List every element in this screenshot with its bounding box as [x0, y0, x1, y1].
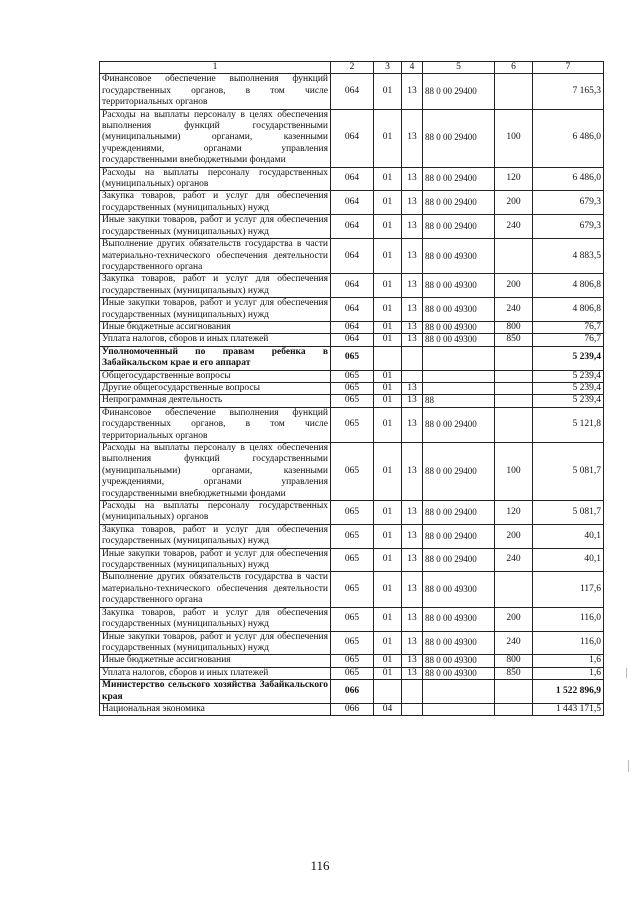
cell-amount: 5 121,8 [533, 407, 604, 442]
cell-expense-type: 240 [495, 548, 533, 572]
cell-amount: 4 806,8 [533, 298, 604, 322]
cell-subsection: 13 [402, 395, 423, 407]
cell-subsection [402, 703, 423, 715]
cell-amount: 6 486,0 [533, 109, 604, 167]
table-row [100, 109, 604, 167]
cell-expense-type: 200 [495, 524, 533, 548]
cell-section: 01 [374, 443, 402, 501]
cell-amount: 116,0 [533, 607, 604, 631]
cell-target-article: 88 0 00 49300 [423, 607, 495, 631]
cell-grbs: 065 [331, 655, 374, 667]
cell-section: 01 [374, 109, 402, 167]
cell-subsection: 13 [402, 407, 423, 442]
cell-grbs: 064 [331, 298, 374, 322]
cell-subsection: 13 [402, 382, 423, 394]
cell-target-article: 88 0 00 49300 [423, 321, 495, 333]
table-row [100, 680, 604, 704]
cell-grbs: 064 [331, 167, 374, 191]
cell-target-article [423, 382, 495, 394]
cell-expense-type: 200 [495, 274, 533, 298]
cell-name: Общегосударственные вопросы [100, 370, 331, 382]
cell-subsection: 13 [402, 167, 423, 191]
cell-name: Иные закупки товаров, работ и услуг для обеспечения государственных (муниципальных) нужд [100, 631, 331, 655]
cell-expense-type: 120 [495, 167, 533, 191]
cell-target-article: 88 0 00 29400 [423, 167, 495, 191]
cell-subsection: 13 [402, 524, 423, 548]
header-col-7: 7 [533, 62, 604, 74]
cell-amount: 116,0 [533, 631, 604, 655]
cell-section: 01 [374, 667, 402, 679]
cell-section [374, 346, 402, 370]
table-row [100, 346, 604, 370]
cell-section: 01 [374, 370, 402, 382]
cell-grbs: 065 [331, 346, 374, 370]
cell-name: Иные бюджетные ассигнования [100, 655, 331, 667]
cell-name: Выполнение других обязательств государства в части материально-технического обеспечения деятельности государственного органа [100, 239, 331, 274]
cell-grbs: 065 [331, 382, 374, 394]
cell-section: 01 [374, 239, 402, 274]
table-header-row [100, 62, 604, 74]
table-row [100, 524, 604, 548]
scan-edge-mark [628, 760, 629, 772]
cell-grbs: 064 [331, 321, 374, 333]
cell-target-article: 88 0 00 49300 [423, 274, 495, 298]
cell-target-article: 88 0 00 29400 [423, 548, 495, 572]
cell-grbs: 065 [331, 443, 374, 501]
cell-expense-type: 100 [495, 109, 533, 167]
cell-expense-type: 200 [495, 607, 533, 631]
cell-section: 01 [374, 167, 402, 191]
cell-name: Закупка товаров, работ и услуг для обеспечения государственных (муниципальных) нужд [100, 607, 331, 631]
cell-expense-type: 240 [495, 215, 533, 239]
cell-target-article: 88 0 00 49300 [423, 655, 495, 667]
table-row [100, 334, 604, 346]
table-row [100, 395, 604, 407]
cell-amount: 76,7 [533, 321, 604, 333]
cell-subsection: 13 [402, 572, 423, 607]
table-row [100, 370, 604, 382]
cell-subsection: 13 [402, 607, 423, 631]
cell-target-article: 88 0 00 49300 [423, 667, 495, 679]
header-col-5: 5 [423, 62, 495, 74]
cell-name: Непрограммная деятельность [100, 395, 331, 407]
cell-name: Иные закупки товаров, работ и услуг для обеспечения государственных (муниципальных) нужд [100, 298, 331, 322]
table-row [100, 239, 604, 274]
cell-target-article [423, 370, 495, 382]
cell-section: 01 [374, 215, 402, 239]
cell-expense-type: 200 [495, 191, 533, 215]
cell-target-article: 88 [423, 395, 495, 407]
cell-amount: 1,6 [533, 655, 604, 667]
cell-section: 01 [374, 407, 402, 442]
cell-section: 01 [374, 655, 402, 667]
cell-grbs: 065 [331, 548, 374, 572]
cell-subsection: 13 [402, 274, 423, 298]
cell-subsection: 13 [402, 109, 423, 167]
cell-amount: 5 239,4 [533, 370, 604, 382]
cell-amount: 1 443 171,5 [533, 703, 604, 715]
header-col-4: 4 [402, 62, 423, 74]
cell-amount: 5 081,7 [533, 501, 604, 525]
table-row [100, 407, 604, 442]
cell-expense-type [495, 572, 533, 607]
cell-grbs: 064 [331, 274, 374, 298]
cell-name: Иные закупки товаров, работ и услуг для обеспечения государственных (муниципальных) нужд [100, 215, 331, 239]
cell-name: Расходы на выплаты персоналу государственных (муниципальных) органов [100, 167, 331, 191]
cell-section: 01 [374, 298, 402, 322]
page-number: 116 [310, 858, 330, 873]
cell-expense-type [495, 407, 533, 442]
cell-name: Расходы на выплаты персоналу в целях обеспечения выполнения функций государственными (муниципальными) органами, казенными учреждениями, органами управления государственными внебюджетными фондами [100, 443, 331, 501]
budget-table [99, 61, 604, 716]
cell-amount: 40,1 [533, 548, 604, 572]
table-row [100, 321, 604, 333]
cell-name: Закупка товаров, работ и услуг для обеспечения государственных (муниципальных) нужд [100, 274, 331, 298]
cell-grbs: 064 [331, 191, 374, 215]
cell-expense-type [495, 382, 533, 394]
table-row [100, 548, 604, 572]
cell-target-article: 88 0 00 49300 [423, 631, 495, 655]
cell-grbs: 065 [331, 370, 374, 382]
table-row [100, 74, 604, 109]
scan-edge-mark [626, 668, 627, 678]
cell-subsection: 13 [402, 334, 423, 346]
cell-name: Закупка товаров, работ и услуг для обеспечения государственных (муниципальных) нужд [100, 524, 331, 548]
cell-section: 01 [374, 382, 402, 394]
cell-target-article: 88 0 00 49300 [423, 334, 495, 346]
cell-section: 01 [374, 524, 402, 548]
cell-name: Уполномоченный по правам ребенка в Забайкальском крае и его аппарат [100, 346, 331, 370]
cell-name: Иные закупки товаров, работ и услуг для обеспечения государственных (муниципальных) нужд [100, 548, 331, 572]
cell-section: 01 [374, 274, 402, 298]
cell-name: Финансовое обеспечение выполнения функций государственных органов, в том числе территориальных органов [100, 407, 331, 442]
cell-name: Финансовое обеспечение выполнения функций государственных органов, в том числе территориальных органов [100, 74, 331, 109]
cell-section: 01 [374, 395, 402, 407]
cell-expense-type: 850 [495, 334, 533, 346]
cell-subsection: 13 [402, 215, 423, 239]
cell-subsection: 13 [402, 548, 423, 572]
table-row [100, 703, 604, 715]
cell-amount: 5 239,4 [533, 346, 604, 370]
cell-target-article: 88 0 00 29400 [423, 109, 495, 167]
cell-grbs: 064 [331, 334, 374, 346]
cell-name: Уплата налогов, сборов и иных платежей [100, 667, 331, 679]
cell-section: 01 [374, 74, 402, 109]
cell-subsection: 13 [402, 631, 423, 655]
cell-name: Другие общегосударственные вопросы [100, 382, 331, 394]
cell-grbs: 065 [331, 407, 374, 442]
cell-expense-type [495, 395, 533, 407]
cell-section [374, 680, 402, 704]
cell-target-article: 88 0 00 29400 [423, 524, 495, 548]
cell-section: 01 [374, 191, 402, 215]
table-row [100, 382, 604, 394]
cell-subsection: 13 [402, 298, 423, 322]
cell-amount: 1,6 [533, 667, 604, 679]
table-body [100, 74, 604, 716]
cell-expense-type [495, 346, 533, 370]
header-col-3: 3 [374, 62, 402, 74]
cell-name: Иные бюджетные ассигнования [100, 321, 331, 333]
cell-target-article: 88 0 00 29400 [423, 74, 495, 109]
cell-subsection: 13 [402, 321, 423, 333]
cell-grbs: 064 [331, 74, 374, 109]
table-row [100, 215, 604, 239]
cell-target-article: 88 0 00 29400 [423, 443, 495, 501]
cell-grbs: 065 [331, 501, 374, 525]
table-row [100, 631, 604, 655]
cell-subsection [402, 680, 423, 704]
cell-expense-type: 240 [495, 298, 533, 322]
cell-subsection: 13 [402, 443, 423, 501]
cell-section: 01 [374, 548, 402, 572]
cell-amount: 40,1 [533, 524, 604, 548]
cell-amount: 6 486,0 [533, 167, 604, 191]
cell-grbs: 064 [331, 215, 374, 239]
table-row [100, 572, 604, 607]
cell-target-article [423, 346, 495, 370]
cell-name: Национальная экономика [100, 703, 331, 715]
table-row [100, 501, 604, 525]
table-row [100, 655, 604, 667]
table-row [100, 607, 604, 631]
header-col-1: 1 [100, 62, 331, 74]
cell-section: 01 [374, 321, 402, 333]
cell-target-article: 88 0 00 29400 [423, 407, 495, 442]
cell-target-article [423, 703, 495, 715]
cell-name: Уплата налогов, сборов и иных платежей [100, 334, 331, 346]
cell-amount: 5 239,4 [533, 382, 604, 394]
cell-expense-type [495, 703, 533, 715]
cell-amount: 4 883,5 [533, 239, 604, 274]
cell-grbs: 066 [331, 680, 374, 704]
cell-amount: 76,7 [533, 334, 604, 346]
cell-grbs: 065 [331, 524, 374, 548]
cell-grbs: 064 [331, 109, 374, 167]
cell-grbs: 065 [331, 395, 374, 407]
table-row [100, 191, 604, 215]
cell-subsection: 13 [402, 239, 423, 274]
cell-subsection: 13 [402, 501, 423, 525]
cell-target-article: 88 0 00 29400 [423, 191, 495, 215]
cell-grbs: 065 [331, 607, 374, 631]
cell-expense-type [495, 239, 533, 274]
cell-expense-type: 120 [495, 501, 533, 525]
cell-expense-type: 100 [495, 443, 533, 501]
table-row [100, 167, 604, 191]
cell-amount: 5 239,4 [533, 395, 604, 407]
cell-expense-type: 240 [495, 631, 533, 655]
cell-section: 01 [374, 334, 402, 346]
cell-amount: 1 522 896,9 [533, 680, 604, 704]
cell-expense-type: 800 [495, 655, 533, 667]
cell-grbs: 066 [331, 703, 374, 715]
cell-grbs: 065 [331, 631, 374, 655]
cell-expense-type [495, 370, 533, 382]
cell-grbs: 065 [331, 667, 374, 679]
cell-subsection: 13 [402, 667, 423, 679]
header-col-6: 6 [495, 62, 533, 74]
cell-name: Расходы на выплаты персоналу государственных (муниципальных) органов [100, 501, 331, 525]
table-row [100, 298, 604, 322]
cell-amount: 7 165,3 [533, 74, 604, 109]
cell-subsection: 13 [402, 655, 423, 667]
cell-section: 01 [374, 501, 402, 525]
cell-section: 01 [374, 631, 402, 655]
cell-name: Министерство сельского хозяйства Забайкальского края [100, 680, 331, 704]
cell-name: Расходы на выплаты персоналу в целях обеспечения выполнения функций государственными (муниципальными) органами, казенными учреждениями, органами управления государственными внебюджетными фондами [100, 109, 331, 167]
cell-subsection [402, 346, 423, 370]
cell-subsection: 13 [402, 191, 423, 215]
cell-expense-type [495, 680, 533, 704]
cell-target-article: 88 0 00 29400 [423, 215, 495, 239]
cell-amount: 4 806,8 [533, 274, 604, 298]
header-col-2: 2 [331, 62, 374, 74]
cell-target-article: 88 0 00 49300 [423, 239, 495, 274]
table-row [100, 667, 604, 679]
cell-amount: 117,6 [533, 572, 604, 607]
cell-name: Закупка товаров, работ и услуг для обеспечения государственных (муниципальных) нужд [100, 191, 331, 215]
cell-subsection [402, 370, 423, 382]
cell-subsection: 13 [402, 74, 423, 109]
cell-grbs: 064 [331, 239, 374, 274]
cell-grbs: 065 [331, 572, 374, 607]
cell-amount: 679,3 [533, 215, 604, 239]
table-row [100, 443, 604, 501]
cell-target-article: 88 0 00 49300 [423, 298, 495, 322]
table-row [100, 274, 604, 298]
cell-amount: 5 081,7 [533, 443, 604, 501]
cell-section: 01 [374, 572, 402, 607]
cell-expense-type: 800 [495, 321, 533, 333]
cell-target-article: 88 0 00 29400 [423, 501, 495, 525]
cell-section: 04 [374, 703, 402, 715]
cell-target-article: 88 0 00 49300 [423, 572, 495, 607]
cell-target-article [423, 680, 495, 704]
cell-expense-type [495, 74, 533, 109]
cell-section: 01 [374, 607, 402, 631]
cell-name: Выполнение других обязательств государства в части материально-технического обеспечения деятельности государственного органа [100, 572, 331, 607]
cell-expense-type: 850 [495, 667, 533, 679]
cell-amount: 679,3 [533, 191, 604, 215]
